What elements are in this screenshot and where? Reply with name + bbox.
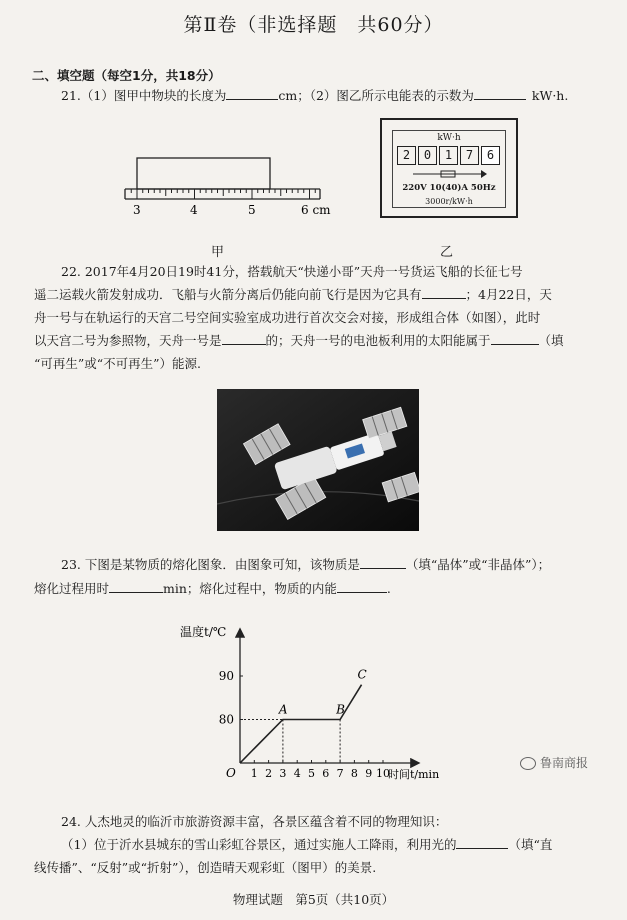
- q24-text: （1）位于沂水县城东的雪山彩虹谷景区，通过实施人工降雨，利用光的: [61, 837, 457, 852]
- ruler-figure: [115, 150, 355, 230]
- meter-digits: [397, 146, 502, 165]
- q21-blank-1: [226, 86, 278, 100]
- x-tick-label: 8: [350, 767, 358, 780]
- meter-rating: 3000r/kW·h: [425, 197, 473, 206]
- meter-digit: 1: [439, 146, 458, 165]
- q22-blank-1: [422, 285, 466, 299]
- wood-block: [137, 158, 270, 189]
- q22-text: 的；天舟一号的电池板利用的太阳能属于: [265, 333, 491, 348]
- spacecraft-photo: [217, 389, 419, 531]
- q24-blank-1: [456, 835, 508, 849]
- origin-label: O: [226, 766, 236, 780]
- q23-text: .: [386, 581, 391, 596]
- q22-line-1: 22. 2017年4月20日19时41分，搭载航天“快递小哥”天舟一号货运飞船的长征七号: [61, 264, 523, 279]
- q23-text: （填“晶体”或“非晶体”）；: [405, 557, 551, 572]
- x-tick-label: 3: [279, 767, 287, 780]
- q24-line-3: 线传播”、“反射”或“折射”），创造晴天观彩虹（图甲）的美景.: [34, 860, 377, 875]
- q22-text: ；4月22日，天: [465, 287, 552, 302]
- point-label-c: C: [357, 667, 367, 682]
- figure-caption-jia: 甲: [211, 245, 225, 260]
- figure-caption-yi: 乙: [440, 245, 454, 260]
- x-tick-label: 7: [336, 767, 344, 780]
- q22-line-3: 舟一号与在轨运行的天宫二号空间实验室成功进行首次交会对接，形成组合体（如图），此时: [34, 310, 541, 325]
- q21-blank-2: [474, 86, 526, 100]
- ruler-label-4: 4: [190, 203, 198, 217]
- q22-text: （填: [538, 333, 564, 348]
- q23-blank-1: [360, 555, 406, 569]
- electric-meter: [380, 118, 518, 218]
- ruler-label-6cm: 6 cm: [301, 203, 331, 217]
- spacecraft-illustration: [217, 389, 419, 531]
- q24-line-2: [61, 833, 552, 856]
- meter-spec: 220V 10(40)A 50Hz: [402, 183, 496, 193]
- meter-face: [392, 130, 506, 208]
- meter-arrow-icon: [411, 169, 487, 179]
- q22-text: 遥二运载火箭发射成功．飞船与火箭分离后仍能向前飞行是因为它具有: [34, 287, 422, 302]
- q22-line-5: “可再生”或“不可再生”）能源.: [34, 356, 202, 371]
- q24-line-1: 24. 人杰地灵的临沂市旅游资源丰富，各景区蕴含着不同的物理知识：: [61, 814, 448, 829]
- x-tick-label: 10: [376, 767, 390, 780]
- x-tick-label: 9: [365, 767, 373, 780]
- x-tick-label: 4: [293, 767, 301, 780]
- x-tick-label: 6: [322, 767, 330, 780]
- watermark: [520, 754, 588, 771]
- q22-text: 以天宫二号为参照物，天舟一号是: [34, 333, 222, 348]
- x-tick-label: 1: [250, 767, 258, 780]
- q21-suffix: kW·h.: [531, 88, 569, 103]
- q21-mid: cm；（2）图乙所示电能表的示数为: [278, 88, 474, 103]
- q23-line-1: [61, 553, 550, 576]
- meter-digit: 2: [397, 146, 416, 165]
- meter-digit-decimal: 6: [481, 146, 500, 165]
- point-label-a: A: [278, 702, 288, 717]
- q21-prefix: 21.（1）图甲中物块的长度为: [61, 88, 227, 103]
- y-tick-label: 90: [218, 669, 234, 683]
- y-axis-label: 温度t/℃: [180, 625, 227, 639]
- q23-text: min；熔化过程中，物质的内能: [163, 581, 337, 596]
- q22-blank-2: [222, 331, 266, 345]
- meter-digit: 7: [460, 146, 479, 165]
- series-line: [240, 685, 362, 763]
- section-heading: 二、填空题（每空1分，共18分）: [32, 68, 221, 83]
- wechat-icon: [520, 757, 536, 770]
- q23-blank-3: [337, 579, 387, 593]
- q23-blank-2: [109, 579, 163, 593]
- question-21: [61, 84, 568, 107]
- ruler-ticks: [131, 189, 315, 199]
- meter-unit: kW·h: [437, 133, 461, 143]
- x-tick-label: 2: [265, 767, 273, 780]
- q23-line-2: [34, 577, 391, 600]
- q24-text: （填“直: [508, 837, 553, 852]
- ruler-label-5: 5: [248, 203, 256, 217]
- melting-chart: [180, 620, 470, 785]
- q22-line-2: [34, 283, 552, 306]
- y-tick-label: 80: [218, 712, 234, 727]
- q22-blank-3: [491, 331, 539, 345]
- chart-layer: [180, 624, 439, 781]
- watermark-text: 鲁南商报: [540, 756, 589, 770]
- page-title: 第Ⅱ卷（非选择题 共60分）: [183, 14, 444, 36]
- ruler-label-3: 3: [133, 203, 141, 217]
- x-axis-label: 时间t/min: [388, 768, 440, 781]
- page-footer: 物理试题 第5页（共10页）: [232, 892, 395, 907]
- q22-line-4: [34, 329, 564, 352]
- q23-text: 熔化过程用时: [34, 581, 110, 596]
- x-tick-label: 5: [308, 767, 315, 780]
- meter-digit: 0: [418, 146, 437, 165]
- point-label-b: B: [336, 702, 345, 717]
- q23-text: 23. 下图是某物质的熔化图象．由图象可知，该物质是: [61, 557, 360, 572]
